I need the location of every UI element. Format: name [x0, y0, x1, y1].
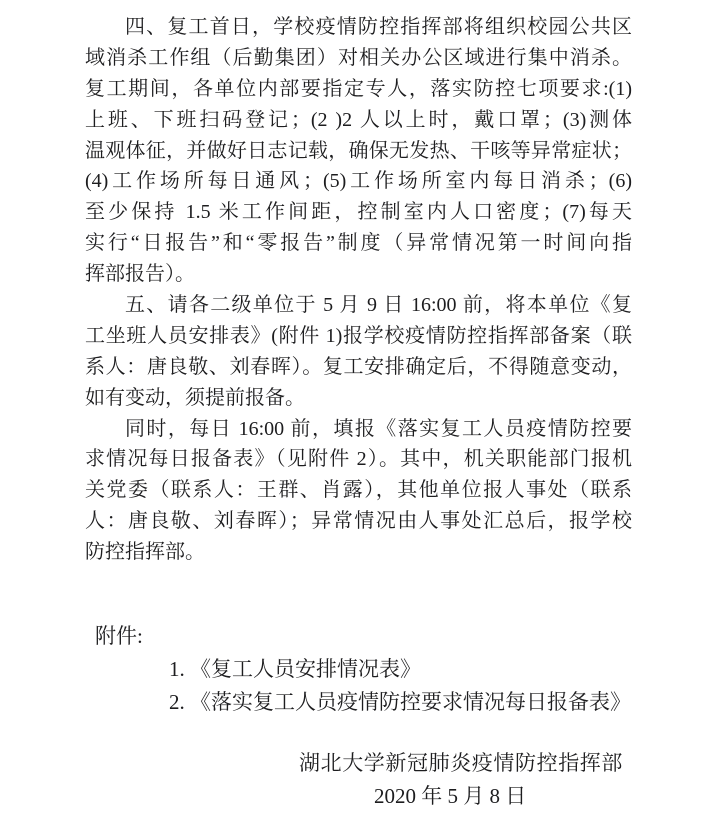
- paragraph-2: [85, 290, 632, 414]
- signature-organization: 湖北大学新冠肺炎疫情防控指挥部: [299, 751, 623, 775]
- paragraph-1-line-9: 挥部报告）。: [85, 263, 195, 286]
- paragraph-1-line-8: 实行“日报告”和“零报告”制度（异常情况第一时间向指: [85, 232, 632, 255]
- attachments-label: 附件:: [95, 624, 143, 648]
- paragraph-1-line-5: 温观体征，并做好日志记载，确保无发热、干咳等异常症状；: [85, 139, 632, 162]
- paragraph-3: [85, 414, 632, 568]
- paragraph-1-line-2: 域消杀工作组（后勤集团）对相关办公区域进行集中消杀。: [85, 46, 632, 69]
- attachments-list: [85, 653, 632, 719]
- paragraph-1-line-6: (4)工作场所每日通风；(5)工作场所室内每日消杀；(6): [85, 170, 632, 193]
- paragraph-3-line-1: 同时，每日 16:00 前，填报《落实复工人员疫情防控要: [125, 417, 632, 440]
- paragraph-1-line-7: 至少保持 1.5 米工作间距，控制室内人口密度；(7)每天: [85, 201, 632, 224]
- document-body: [85, 12, 632, 568]
- attachments-section: [85, 620, 632, 719]
- attachment-item-1: 1. 《复工人员安排情况表》: [169, 657, 421, 681]
- paragraph-3-line-3: 关党委（联系人：王群、肖露），其他单位报人事处（联系: [85, 479, 632, 502]
- paragraph-2-line-2: 工坐班人员安排表》(附件 1)报学校疫情防控指挥部备案（联: [85, 324, 632, 347]
- paragraph-1: [85, 12, 632, 290]
- paragraph-2-line-1: 五、请各二级单位于 5 月 9 日 16:00 前，将本单位《复: [125, 294, 632, 317]
- paragraph-1-line-4: 上班、下班扫码登记；(2 )2 人以上时，戴口罩；(3)测体: [85, 108, 632, 131]
- paragraph-2-line-3: 系人：唐良敬、刘春晖）。复工安排确定后，不得随意变动，: [85, 355, 632, 378]
- paragraph-3-line-4: 人：唐良敬、刘春晖）；异常情况由人事处汇总后，报学校: [85, 510, 632, 533]
- paragraph-2-line-4: 如有变动，须提前报备。: [85, 386, 305, 409]
- paragraph-1-line-1: 四、复工首日，学校疫情防控指挥部将组织校园公共区: [125, 16, 632, 38]
- paragraph-3-line-2: 求情况每日报备表》（见附件 2）。其中，机关职能部门报机: [85, 448, 632, 471]
- paragraph-1-line-3: 复工期间，各单位内部要指定专人，落实防控七项要求:(1): [85, 77, 632, 100]
- paragraph-3-line-5: 防控指挥部。: [85, 541, 205, 564]
- attachment-item-2: 2. 《落实复工人员疫情防控要求情况每日报备表》: [169, 690, 631, 714]
- signature-date: 2020 年 5 月 8 日: [374, 784, 527, 808]
